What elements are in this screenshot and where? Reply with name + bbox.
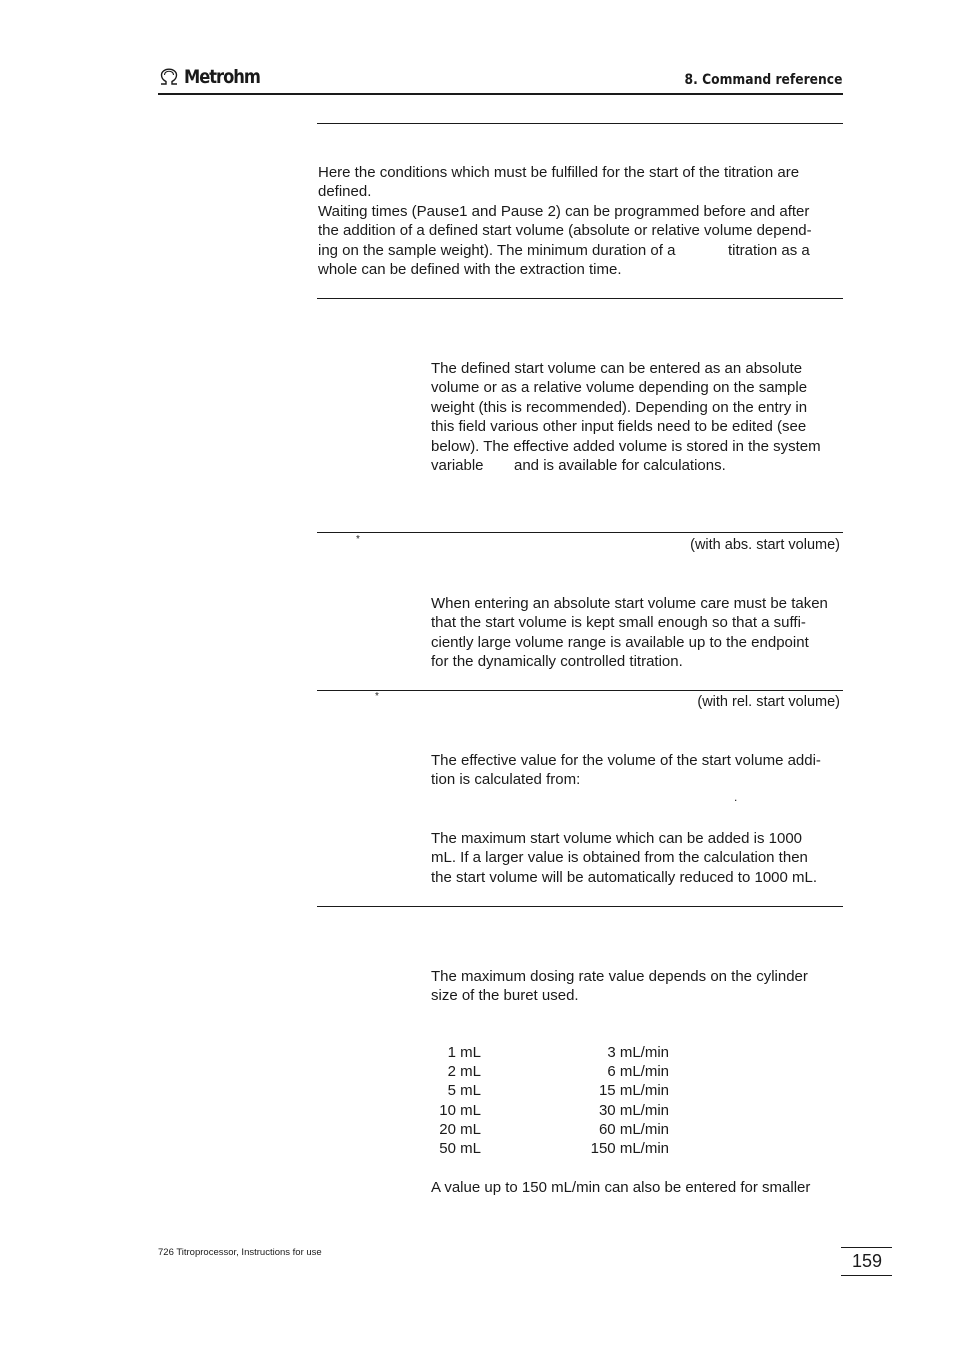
start-volume-line: volume or as a relative volume depending on the sample [431, 379, 808, 397]
asterisk-marker: * [356, 534, 360, 545]
max-dosing-rate: 150 mL/min [590, 1140, 669, 1157]
dosing-last-line: A value up to 150 mL/min can also be entered for smaller [431, 1179, 811, 1196]
header-rule [158, 93, 843, 95]
section-divider [317, 906, 843, 907]
start-volume-line: The defined start volume can be entered as an absolute [431, 360, 803, 377]
intro-line-tail: titration as a [728, 241, 810, 259]
intro-line: defined. [318, 183, 372, 201]
abs-volume-line: ciently large volume range is available up to the endpoint [431, 633, 809, 651]
start-volume-paragraph [431, 359, 843, 475]
rel-volume-line: The maximum start volume which can be added is 1000 [431, 830, 803, 847]
table-row [431, 1140, 681, 1159]
table-row [431, 1044, 681, 1063]
table-row [431, 1063, 681, 1082]
table-row [431, 1082, 681, 1101]
section-divider [317, 532, 843, 533]
abs-volume-line: When entering an absolute start volume care must be taken [431, 595, 828, 612]
chapter-title: 8. Command reference [684, 72, 842, 88]
omega-logo-icon [158, 68, 180, 86]
abs-volume-tag: (with abs. start volume) [690, 537, 840, 553]
max-dosing-rate: 6 mL/min [607, 1063, 669, 1080]
section-divider [317, 690, 843, 691]
dosing-line: size of the buret used. [431, 987, 579, 1005]
dosing-paragraph [431, 967, 843, 1006]
brand-logo [158, 66, 272, 88]
start-volume-line [431, 456, 843, 475]
max-dosing-rate: 60 mL/min [598, 1121, 669, 1138]
rel-volume-line: tion is calculated from: [431, 771, 581, 789]
intro-line: Waiting times (Pause1 and Pause 2) can be programmed before and after [318, 202, 810, 220]
table-row [431, 1121, 681, 1140]
cylinder-size: 2 mL [447, 1063, 481, 1080]
intro-line: the addition of a defined start volume (absolute or relative volume depend- [318, 222, 812, 240]
page-number: 159 [852, 1251, 883, 1271]
table-row [431, 1102, 681, 1121]
max-dosing-rate: 30 mL/min [598, 1102, 669, 1119]
formula-dot: . [734, 790, 738, 804]
rel-volume-calc-paragraph [431, 751, 843, 790]
rel-volume-line: the start volume will be automatically reduced to 1000 mL. [431, 868, 818, 886]
start-volume-line: this field various other input fields need to be edited (see [431, 418, 807, 436]
intro-line-text: ing on the sample weight). The minimum duration of a [318, 241, 676, 259]
brand-name: Metrohm [184, 66, 260, 88]
rel-volume-max-paragraph [431, 829, 843, 887]
variable-label: variable [431, 457, 484, 475]
rel-volume-tag: (with rel. start volume) [697, 694, 840, 710]
intro-line: Here the conditions which must be fulfilled for the start of the titration are [318, 164, 800, 181]
asterisk-marker: * [375, 691, 379, 702]
abs-volume-line: for the dynamically controlled titration. [431, 653, 683, 671]
intro-paragraph [318, 163, 843, 279]
page-number-rule-bottom [841, 1275, 892, 1276]
section-divider [317, 123, 843, 124]
cylinder-size: 20 mL [439, 1121, 481, 1138]
cylinder-size: 5 mL [447, 1082, 481, 1099]
section-divider [317, 298, 843, 299]
cylinder-size: 50 mL [439, 1140, 481, 1157]
cylinder-size: 1 mL [447, 1044, 481, 1061]
page-number-rule-top [841, 1247, 892, 1248]
max-dosing-rate: 15 mL/min [598, 1082, 669, 1099]
intro-line [318, 241, 843, 260]
variable-tail: and is available for calculations. [514, 457, 726, 475]
start-volume-line: below). The effective added volume is stored in the system [431, 437, 821, 455]
rel-volume-line: The effective value for the volume of the start volume addi- [431, 752, 821, 769]
max-dosing-rate: 3 mL/min [607, 1044, 669, 1061]
footer-text: 726 Titroprocessor, Instructions for use [158, 1247, 322, 1258]
start-volume-line: weight (this is recommended). Depending on the entry in [431, 398, 808, 416]
dosing-line: The maximum dosing rate value depends on the cylinder [431, 968, 808, 985]
abs-volume-line: that the start volume is kept small enough so that a suffi- [431, 614, 806, 632]
rel-volume-line: mL. If a larger value is obtained from the calculation then [431, 849, 808, 867]
abs-volume-paragraph [431, 594, 843, 672]
cylinder-size: 10 mL [439, 1102, 481, 1119]
intro-line: whole can be defined with the extraction time. [318, 261, 622, 279]
